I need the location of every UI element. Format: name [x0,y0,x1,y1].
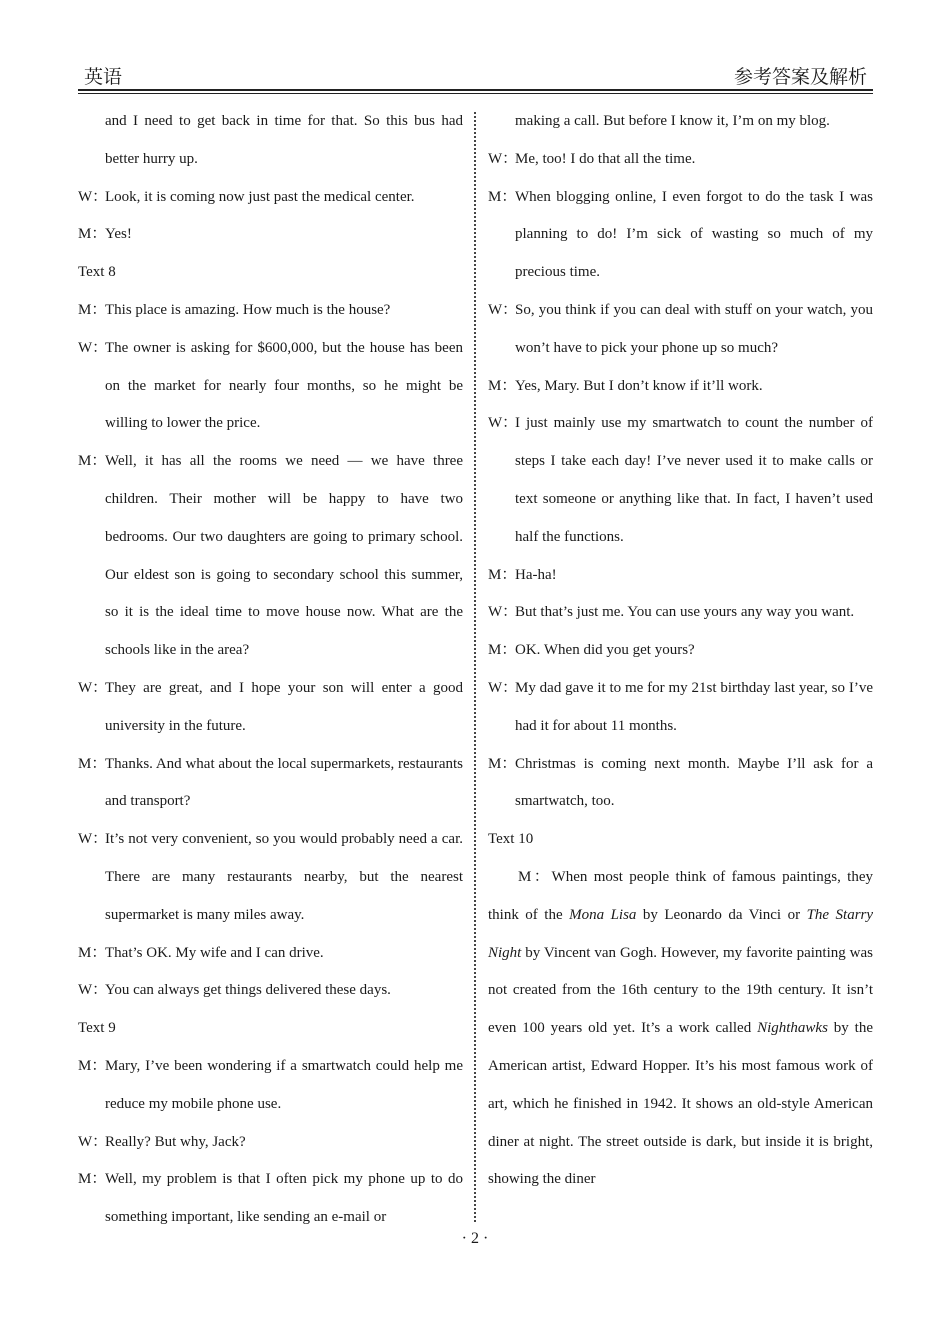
speaker-label: W： [488,150,518,167]
dialogue-continuation: and I need to get back in time for that. So this bus had better hurry up. [105,113,463,167]
left-column [78,103,463,1237]
speaker-label: W： [78,1133,108,1150]
dialogue-line [488,292,873,368]
dialogue-line [488,368,873,406]
speaker-label: M： [488,566,517,583]
text10-part: by Leonardo da Vinci or [636,906,807,923]
speaker-label: W： [488,301,518,318]
speaker-label: M： [488,755,517,772]
speaker-label: W： [488,679,518,696]
header-rule-thin [78,93,873,94]
dialogue-text: Really? But why, Jack? [105,1133,246,1150]
dialogue-line [78,443,463,670]
speaker-label: M： [488,642,517,659]
dialogue-text: OK. When did you get yours? [515,642,695,659]
dialogue-line [488,594,873,632]
dialogue-line [78,292,463,330]
dialogue-line [488,746,873,822]
speaker-label: M： [488,377,517,394]
dialogue-text: Me, too! I do that all the time. [515,150,696,167]
dialogue-line [78,330,463,443]
dialogue-text: Thanks. And what about the local supermarkets, restaurants and transport? [105,755,463,810]
speaker-label: W： [488,604,518,621]
speaker-label: W： [78,188,108,205]
speaker-label: M： [78,1171,107,1188]
speaker-label: W： [78,339,108,356]
dialogue-line [488,405,873,556]
speaker-label: M： [78,944,107,961]
dialogue-text: This place is amazing. How much is the house? [105,301,391,318]
speaker-label: M： [488,188,517,205]
speaker-label: W： [488,415,518,432]
dialogue-text: It’s not very convenient, so you would probably need a car. There are many restaurants nearby, but the nearest supermarket is many miles away. [105,831,463,923]
dialogue-line [488,179,873,292]
dialogue-text: I just mainly use my smartwatch to count the number of steps I take each day! I’ve never used it to make calls or text someone or anything like that. In fact, I haven’t used half the functions. [515,415,873,545]
dialogue-line [78,179,463,217]
painting-title: Nighthawks [757,1020,828,1037]
speaker-label: W： [78,982,108,999]
speaker-label: M： [78,453,107,470]
dialogue-line [488,141,873,179]
dialogue-line [488,670,873,746]
speaker-label: W： [78,831,108,848]
section-heading: Text 9 [78,1020,116,1037]
subject-label: 英语 [84,67,123,88]
speaker-label: M： [78,226,107,243]
dialogue-line [488,632,873,670]
right-column [488,103,873,1199]
dialogue-text: Mary, I’ve been wondering if a smartwatch could help me reduce my mobile phone use. [105,1057,463,1112]
text10-paragraph [488,859,873,1199]
dialogue-text: Christmas is coming next month. Maybe I’ll ask for a smartwatch, too. [515,755,873,810]
dialogue-text: Ha-ha! [515,566,557,583]
header-rule-thick [78,89,873,91]
dialogue-line [78,670,463,746]
section-heading: Text 8 [78,264,116,281]
dialogue-text: But that’s just me. You can use yours any way you want. [515,604,855,621]
section-heading: Text 10 [488,831,534,848]
dialogue-line [78,972,463,1010]
dialogue-text: The owner is asking for $600,000, but the house has been on the market for nearly four months, so he might be willing to lower the price. [105,339,463,432]
dialogue-line [78,935,463,973]
page-header [78,60,873,90]
dialogue-text: Look, it is coming now just past the medical center. [105,188,415,205]
speaker-label: M： [78,301,107,318]
column-divider [474,112,476,1222]
right-column-dialogue [488,103,873,859]
painting-title: The Starry Night [488,906,874,961]
dialogue-text: So, you think if you can deal with stuff on your watch, you won’t have to pick your phone up so much? [515,301,873,356]
speaker-label: M： [78,1057,107,1074]
dialogue-line [78,216,463,254]
dialogue-text: When blogging online, I even forgot to do the task I was planning to do! I’m sick of wasting so much of my precious time. [515,188,873,281]
section-label: 参考答案及解析 [733,67,867,88]
speaker-label: M： [78,755,107,772]
painting-title: Mona Lisa [569,906,637,923]
dialogue-line [78,746,463,822]
dialogue-line [78,1161,463,1237]
speaker-label: W： [78,679,108,696]
dialogue-text: Well, it has all the rooms we need — we have three children. Their mother will be happy to have two bedrooms. Our two daughters are going to primary school. Our eldest son is going to secondary school this summer, so it is the ideal time to move house now. What are the schools like in the area? [105,453,463,659]
dialogue-continuation: making a call. But before I know it, I’m on my blog. [515,113,830,129]
dialogue-text: You can always get things delivered these days. [105,982,391,999]
dialogue-line [488,557,873,595]
text10-part: by Vincent van Gogh. However, my favorite painting was not created from the 16th century to the 19th century. It isn’t even 100 years old yet. It’s a work called [488,944,873,1037]
dialogue-line [78,1048,463,1124]
dialogue-text: That’s OK. My wife and I can drive. [105,944,324,961]
dialogue-text: Yes! [105,226,132,243]
dialogue-text: Yes, Mary. But I don’t know if it’ll work. [515,377,763,394]
dialogue-text: Well, my problem is that I often pick my phone up to do something important, like sending an e-mail or [105,1171,463,1226]
page-number: · 2 · [461,1230,489,1247]
text10-part: M：When most people think of famous paintings, they think of the [488,868,873,923]
text10-part: by the American artist, Edward Hopper. It’s his most famous work of art, which he finished in 1942. It shows an old-style American diner at night. The street outside is dark, but inside it is bright, showing the diner [488,1020,874,1188]
dialogue-line [78,1124,463,1162]
dialogue-text: They are great, and I hope your son will enter a good university in the future. [105,679,463,734]
dialogue-text: My dad gave it to me for my 21st birthday last year, so I’ve had it for about 11 months. [515,679,873,734]
dialogue-line [78,821,463,934]
